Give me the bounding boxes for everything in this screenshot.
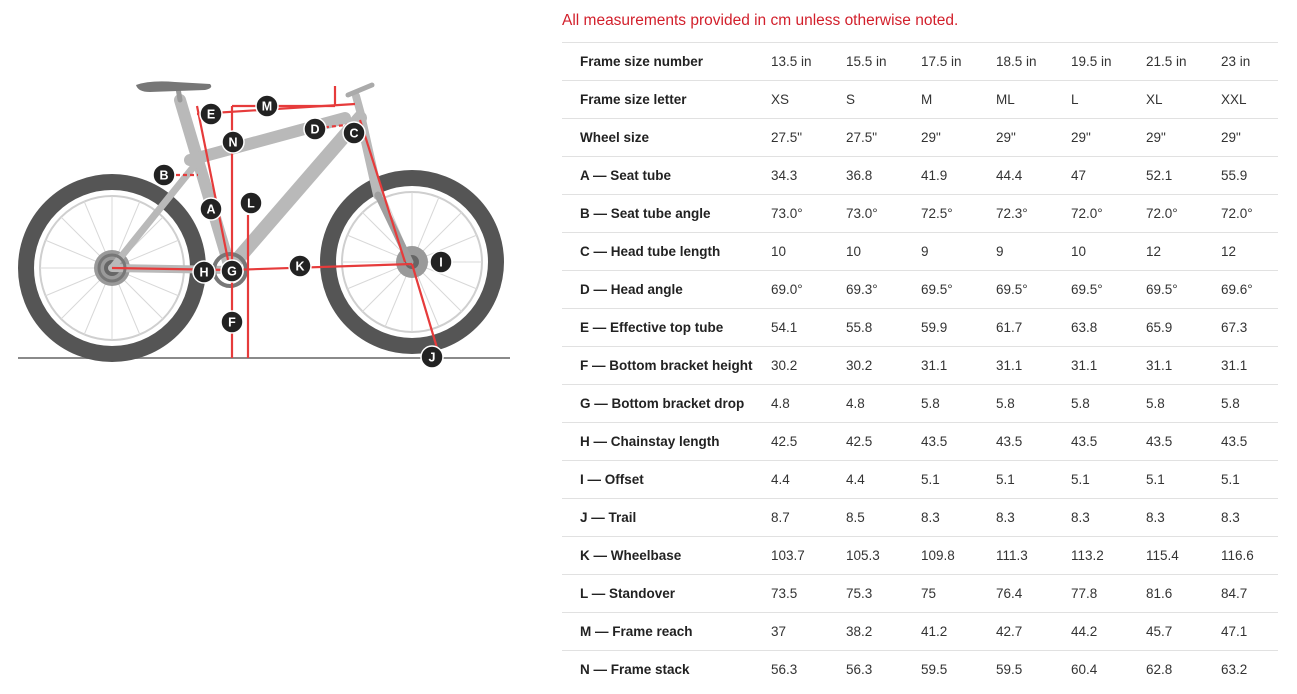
table-cell: 5.1 [1053,461,1128,499]
svg-text:F: F [228,315,236,330]
table-cell: 8.3 [1203,499,1278,537]
table-cell: 59.5 [978,651,1053,689]
table-row [562,233,1278,271]
table-cell: 42.5 [753,423,828,461]
table-cell: 42.7 [978,613,1053,651]
row-label: M — Frame reach [562,613,753,651]
table-cell: 31.1 [1203,347,1278,385]
row-label: L — Standover [562,575,753,613]
table-cell: 54.1 [753,309,828,347]
svg-text:D: D [310,122,320,137]
row-label: C — Head tube length [562,233,753,271]
table-cell: 4.4 [753,461,828,499]
saddle [136,81,211,92]
table-cell: XS [753,81,828,119]
table-cell: 12 [1203,233,1278,271]
row-label: E — Effective top tube [562,309,753,347]
table-row [562,271,1278,309]
table-cell: 55.8 [828,309,903,347]
table-cell: 10 [1053,233,1128,271]
table-cell: 8.3 [978,499,1053,537]
bike-geometry-diagram [0,0,540,420]
table-cell: 10 [828,233,903,271]
table-cell: 109.8 [903,537,978,575]
marker-j [421,346,443,368]
table-cell: 17.5 in [903,43,978,81]
row-label: Frame size number [562,43,753,81]
table-cell: 69.3° [828,271,903,309]
table-cell: 72.0° [1128,195,1203,233]
table-cell: 73.5 [753,575,828,613]
row-label: K — Wheelbase [562,537,753,575]
marker-e [200,103,222,125]
geometry-panel [562,0,1278,688]
svg-text:L: L [247,196,255,211]
table-cell: 75 [903,575,978,613]
table-cell: 41.9 [903,157,978,195]
table-cell: 56.3 [828,651,903,689]
table-cell: 29" [1053,119,1128,157]
table-cell: 43.5 [978,423,1053,461]
table-row [562,537,1278,575]
svg-text:K: K [295,259,305,274]
svg-text:B: B [159,168,169,183]
table-cell: 4.4 [828,461,903,499]
table-cell: 13.5 in [753,43,828,81]
table-cell: 69.5° [1053,271,1128,309]
svg-text:J: J [428,350,436,365]
svg-text:C: C [349,126,359,141]
table-cell: 69.6° [1203,271,1278,309]
table-cell: 69.5° [978,271,1053,309]
table-cell: 9 [978,233,1053,271]
table-cell: 12 [1128,233,1203,271]
marker-i [430,251,452,273]
row-label: I — Offset [562,461,753,499]
table-cell: 8.3 [903,499,978,537]
geometry-table [562,42,1278,688]
marker-f [221,311,243,333]
table-cell: 115.4 [1128,537,1203,575]
table-row [562,461,1278,499]
row-label: H — Chainstay length [562,423,753,461]
table-cell: ML [978,81,1053,119]
table-cell: 15.5 in [828,43,903,81]
row-label: A — Seat tube [562,157,753,195]
row-label: Wheel size [562,119,753,157]
svg-text:G: G [227,264,237,279]
table-cell: 43.5 [903,423,978,461]
table-cell: 8.7 [753,499,828,537]
table-cell: 38.2 [828,613,903,651]
table-cell: 105.3 [828,537,903,575]
table-cell: 69.5° [903,271,978,309]
table-cell: 47.1 [1203,613,1278,651]
table-cell: 69.0° [753,271,828,309]
row-label: N — Frame stack [562,651,753,689]
table-cell: 84.7 [1203,575,1278,613]
table-cell: 56.3 [753,651,828,689]
table-cell: 44.2 [1053,613,1128,651]
row-label: Frame size letter [562,81,753,119]
table-cell: 5.1 [978,461,1053,499]
table-cell: 18.5 in [978,43,1053,81]
table-cell: 29" [978,119,1053,157]
table-cell: 61.7 [978,309,1053,347]
table-row [562,119,1278,157]
svg-text:A: A [206,202,216,217]
units-note: All measurements provided in cm unless otherwise noted. [562,12,959,29]
marker-k [289,255,311,277]
table-cell: 75.3 [828,575,903,613]
table-row [562,499,1278,537]
table-cell: 63.2 [1203,651,1278,689]
table-cell: 43.5 [1203,423,1278,461]
table-row [562,385,1278,423]
table-cell: S [828,81,903,119]
table-cell: 76.4 [978,575,1053,613]
table-cell: 8.5 [828,499,903,537]
geometry-table-body [562,43,1278,689]
table-cell: 116.6 [1203,537,1278,575]
table-cell: 37 [753,613,828,651]
table-cell: 63.8 [1053,309,1128,347]
table-cell: M [903,81,978,119]
svg-text:H: H [199,265,209,280]
row-label: D — Head angle [562,271,753,309]
table-cell: 27.5" [828,119,903,157]
table-cell: 5.1 [903,461,978,499]
table-row [562,423,1278,461]
table-cell: 72.3° [978,195,1053,233]
marker-d [304,118,326,140]
row-label: J — Trail [562,499,753,537]
table-cell: 5.8 [978,385,1053,423]
table-cell: 5.8 [903,385,978,423]
table-cell: XL [1128,81,1203,119]
table-cell: 23 in [1203,43,1278,81]
svg-text:I: I [439,255,443,270]
table-cell: 43.5 [1053,423,1128,461]
table-row [562,309,1278,347]
table-cell: 72.0° [1203,195,1278,233]
table-cell: 45.7 [1128,613,1203,651]
marker-l [240,192,262,214]
table-cell: 72.0° [1053,195,1128,233]
table-cell: 65.9 [1128,309,1203,347]
table-cell: 10 [753,233,828,271]
table-cell: 62.8 [1128,651,1203,689]
table-cell: 31.1 [1053,347,1128,385]
marker-m [256,95,278,117]
table-row [562,613,1278,651]
table-cell: 73.0° [753,195,828,233]
marker-h [193,261,215,283]
table-cell: 60.4 [1053,651,1128,689]
marker-c [343,122,365,144]
table-cell: 9 [903,233,978,271]
table-cell: 72.5° [903,195,978,233]
table-cell: 47 [1053,157,1128,195]
svg-text:E: E [206,107,216,122]
table-cell: 21.5 in [1128,43,1203,81]
table-cell: 59.5 [903,651,978,689]
table-cell: 81.6 [1128,575,1203,613]
table-cell: 5.8 [1128,385,1203,423]
row-label: G — Bottom bracket drop [562,385,753,423]
table-cell: 43.5 [1128,423,1203,461]
table-row [562,195,1278,233]
table-cell: 34.3 [753,157,828,195]
table-cell: 59.9 [903,309,978,347]
marker-n [222,131,244,153]
marker-g [221,260,243,282]
table-cell: 111.3 [978,537,1053,575]
table-cell: 30.2 [828,347,903,385]
marker-b [153,164,175,186]
table-cell: 44.4 [978,157,1053,195]
table-cell: XXL [1203,81,1278,119]
table-cell: 29" [903,119,978,157]
table-cell: 73.0° [828,195,903,233]
table-row [562,651,1278,689]
table-row [562,43,1278,81]
svg-text:N: N [228,135,238,150]
table-cell: 77.8 [1053,575,1128,613]
table-cell: 27.5" [753,119,828,157]
table-cell: 30.2 [753,347,828,385]
table-cell: 5.1 [1128,461,1203,499]
table-cell: 8.3 [1053,499,1128,537]
table-row [562,81,1278,119]
table-cell: 36.8 [828,157,903,195]
table-cell: 67.3 [1203,309,1278,347]
table-cell: 113.2 [1053,537,1128,575]
marker-a [200,198,222,220]
table-cell: 31.1 [1128,347,1203,385]
table-cell: 5.8 [1203,385,1278,423]
table-cell: 5.1 [1203,461,1278,499]
row-label: F — Bottom bracket height [562,347,753,385]
table-row [562,157,1278,195]
svg-text:M: M [261,99,273,114]
table-row [562,575,1278,613]
table-cell: 5.8 [1053,385,1128,423]
table-cell: 103.7 [753,537,828,575]
table-cell: 8.3 [1128,499,1203,537]
table-cell: 41.2 [903,613,978,651]
table-cell: 52.1 [1128,157,1203,195]
table-cell: 31.1 [978,347,1053,385]
table-cell: 29" [1203,119,1278,157]
table-cell: 29" [1128,119,1203,157]
table-cell: L [1053,81,1128,119]
table-cell: 4.8 [753,385,828,423]
row-label: B — Seat tube angle [562,195,753,233]
table-cell: 31.1 [903,347,978,385]
table-cell: 42.5 [828,423,903,461]
table-row [562,347,1278,385]
table-cell: 55.9 [1203,157,1278,195]
table-cell: 69.5° [1128,271,1203,309]
table-cell: 4.8 [828,385,903,423]
table-cell: 19.5 in [1053,43,1128,81]
